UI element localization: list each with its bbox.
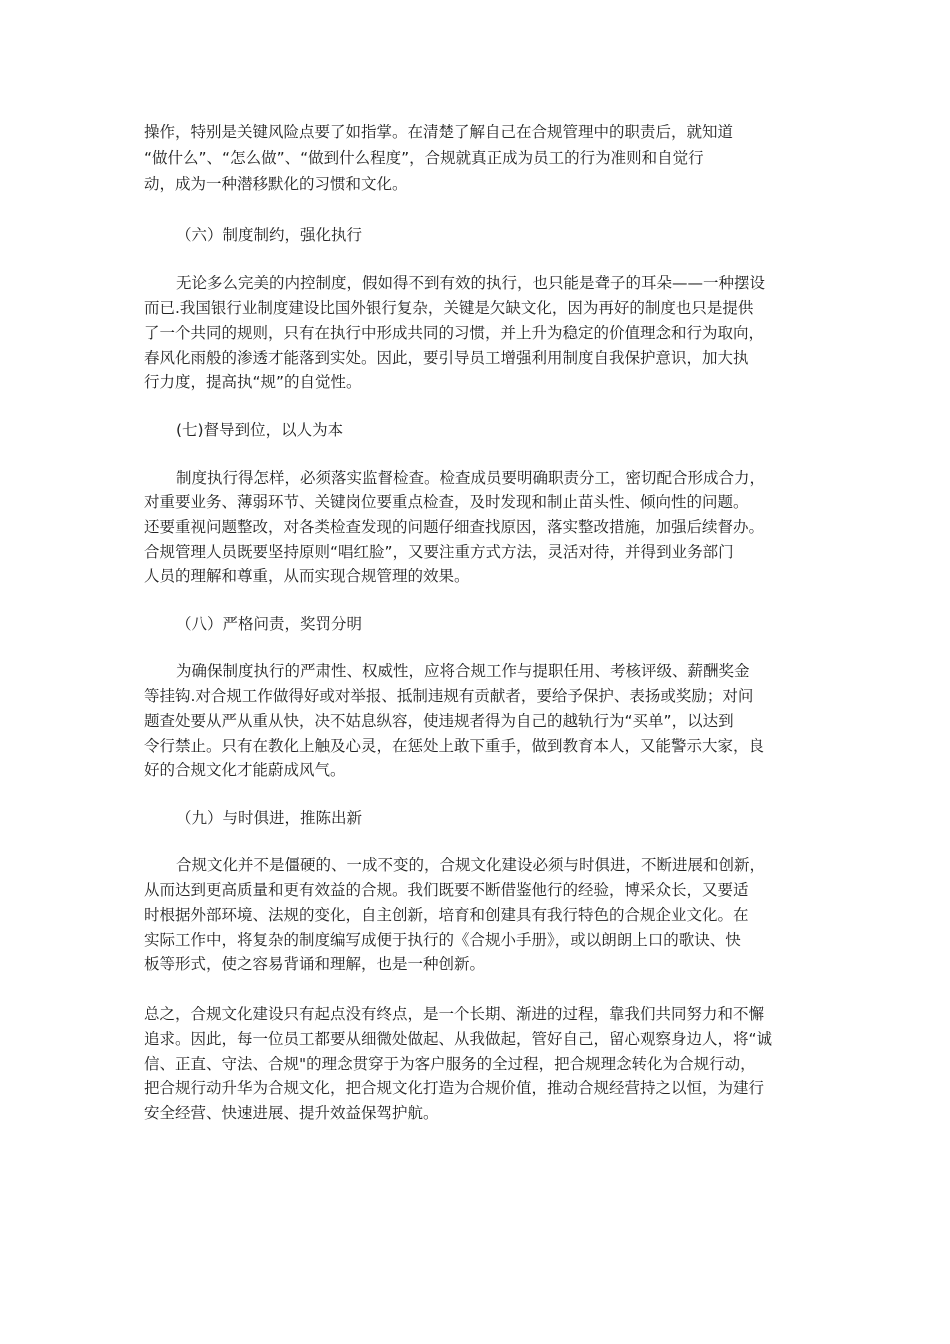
body-line: 春风化雨般的渗透才能落到实处。因此，要引导员工增强利用制度自我保护意识，加大执 [144, 349, 749, 367]
body-line: 题查处要从严从重从快，决不姑息纵容，使违规者得为自己的越轨行为“买单”，以达到 [144, 712, 734, 730]
section-heading: （六）制度制约，强化执行 [176, 226, 363, 244]
body-line: “做什么”、“怎么做”、“做到什么程度”，合规就真正成为员工的行为准则和自觉行 [144, 149, 704, 167]
section-heading: （九）与时俱进，推陈出新 [176, 809, 363, 827]
body-line: 动，成为一种潜移默化的习惯和文化。 [144, 175, 408, 193]
body-line: 总之，合规文化建设只有起点没有终点，是一个长期、渐进的过程，靠我们共同努力和不懈 [144, 1005, 765, 1023]
body-line: 合规文化并不是僵硬的、一成不变的，合规文化建设必须与时俱进，不断进展和创新， [176, 856, 766, 874]
body-line: 操作，特别是关键风险点要了如指掌。在清楚了解自己在合规管理中的职责后，就知道 [144, 123, 734, 141]
body-line: 好的合规文化才能蔚成风气。 [144, 761, 346, 779]
section-heading: （八）严格问责，奖罚分明 [176, 615, 363, 633]
body-line: 从而达到更高质量和更有效益的合规。我们既要不断借鉴他行的经验，博采众长，又要适 [144, 881, 749, 899]
body-line: 信、正直、守法、合规"的理念贯穿于为客户服务的全过程，把合规理念转化为合规行动， [144, 1055, 756, 1073]
body-line: 令行禁止。只有在教化上触及心灵，在惩处上敢下重手，做到教育本人，又能警示大家，良 [144, 737, 765, 755]
body-line: 时根据外部环境、法规的变化，自主创新，培育和创建具有我行特色的合规企业文化。在 [144, 906, 749, 924]
body-line: 追求。因此，每一位员工都要从细微处做起、从我做起，管好自己，留心观察身边人，将“诚 [144, 1030, 773, 1048]
body-line: 无论多么完美的内控制度，假如得不到有效的执行，也只能是聋子的耳朵——一种摆设 [176, 274, 766, 292]
body-line: 为确保制度执行的严肃性、权威性，应将合规工作与提职任用、考核评级、薪酬奖金 [176, 662, 750, 680]
body-line: 人员的理解和尊重，从而实现合规管理的效果。 [144, 567, 470, 585]
body-line: 把合规行动升华为合规文化，把合规文化打造为合规价值，推动合规经营持之以恒，为建行 [144, 1079, 765, 1097]
body-line: 了一个共同的规则，只有在执行中形成共同的习惯，并上升为稳定的价值理念和行为取向， [144, 324, 765, 342]
body-line: 安全经营、快速进展、提升效益保驾护航。 [144, 1104, 439, 1122]
body-line: 等挂钩.对合规工作做得好或对举报、抵制违规有贡献者，要给予保护、表扬或奖励；对问 [144, 687, 754, 705]
body-line: 实际工作中，将复杂的制度编写成便于执行的《合规小手册》，或以朗朗上口的歌诀、快 [144, 931, 741, 949]
section-heading: (七)督导到位，以人为本 [176, 421, 344, 439]
body-line: 合规管理人员既要坚持原则“唱红脸”，又要注重方式方法，灵活对待，并得到业务部门 [144, 543, 734, 561]
body-line: 对重要业务、薄弱环节、关键岗位要重点检查，及时发现和制止苗头性、倾向性的问题。 [144, 493, 749, 511]
body-line: 而已.我国银行业制度建设比国外银行复杂，关键是欠缺文化，因为再好的制度也只是提供 [144, 299, 754, 317]
body-line: 板等形式，使之容易背诵和理解，也是一种创新。 [144, 955, 486, 973]
body-line: 还要重视问题整改，对各类检查发现的问题仔细查找原因，落实整改措施，加强后续督办。 [144, 518, 765, 536]
body-line: 行力度，提高执“规”的自觉性。 [144, 373, 362, 391]
body-line: 制度执行得怎样，必须落实监督检查。检查成员要明确职责分工，密切配合形成合力， [176, 469, 766, 487]
